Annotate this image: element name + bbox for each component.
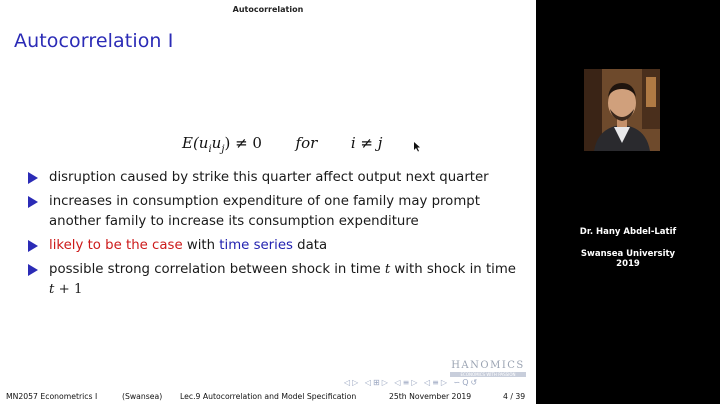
bullet-text: with shock in time (390, 262, 516, 277)
nav-first-icon[interactable]: ◁▷ (344, 378, 361, 387)
equation-sub-j: j (221, 144, 225, 155)
mouse-pointer-icon (413, 142, 421, 152)
nav-section-icon[interactable]: ◁≡▷ (394, 378, 420, 387)
presenter-year: 2019 (616, 259, 640, 269)
equation-sub-i: i (208, 144, 212, 155)
bullet-triangle-icon (28, 172, 38, 184)
equation-rhs: ) ≠ 0 (224, 134, 262, 152)
math-variable: t (384, 262, 391, 277)
logo-name: HANOMICS (451, 360, 525, 371)
bullet-text: possible strong correlation between shock in time (49, 262, 385, 277)
footer-institution: (Swansea) (122, 392, 163, 401)
slide-title: Autocorrelation I (14, 30, 174, 52)
list-item (28, 168, 528, 188)
logo-tagline: ECONOMICS WITH PASSION (450, 372, 526, 377)
section-header: Autocorrelation (232, 5, 304, 14)
presenter-university: Swansea University (580, 249, 676, 259)
bullet-text: with (182, 238, 220, 253)
nav-frame-icon[interactable]: ◁⊞▷ (364, 378, 390, 387)
list-item (28, 260, 528, 300)
equation-lhs: E(u (182, 134, 209, 152)
nav-search-icon[interactable]: ∽Q↺ (453, 378, 480, 387)
list-item (28, 192, 528, 232)
math-variable: t (49, 282, 55, 297)
bullet-list (28, 168, 528, 304)
presenter-photo (584, 69, 660, 151)
footer-page: 4 / 39 (503, 392, 526, 401)
beamer-navigation-symbols (344, 378, 534, 388)
highlight-red-text: likely to be the case (49, 238, 183, 253)
equation (182, 134, 382, 155)
hanomics-logo (446, 360, 530, 380)
math-expression: + 1 (54, 282, 83, 297)
footer-course: MN2057 Econometrics I (6, 392, 98, 401)
equation-condition: i ≠ j (350, 134, 383, 152)
equation-for: for (295, 134, 318, 152)
bullet-text: increases in consumption expenditure of one family may prompt another family to increase its consumption expenditure (49, 194, 480, 229)
bullet-text: data (292, 238, 328, 253)
footer-lecture: Lec.9 Autocorrelation and Model Specification (180, 392, 357, 401)
footer (0, 390, 536, 404)
presenter-name: Dr. Hany Abdel-Latif (579, 227, 677, 237)
bullet-triangle-icon (28, 196, 38, 208)
bullet-triangle-icon (28, 264, 38, 276)
highlight-blue-text: time series (219, 238, 293, 253)
list-item (28, 236, 528, 256)
nav-subsection-icon[interactable]: ◁≡▷ (423, 378, 449, 387)
equation-mid: u (211, 134, 222, 152)
bullet-text: disruption caused by strike this quarter affect output next quarter (49, 170, 489, 185)
bullet-triangle-icon (28, 240, 38, 252)
footer-date: 25th November 2019 (389, 392, 472, 401)
